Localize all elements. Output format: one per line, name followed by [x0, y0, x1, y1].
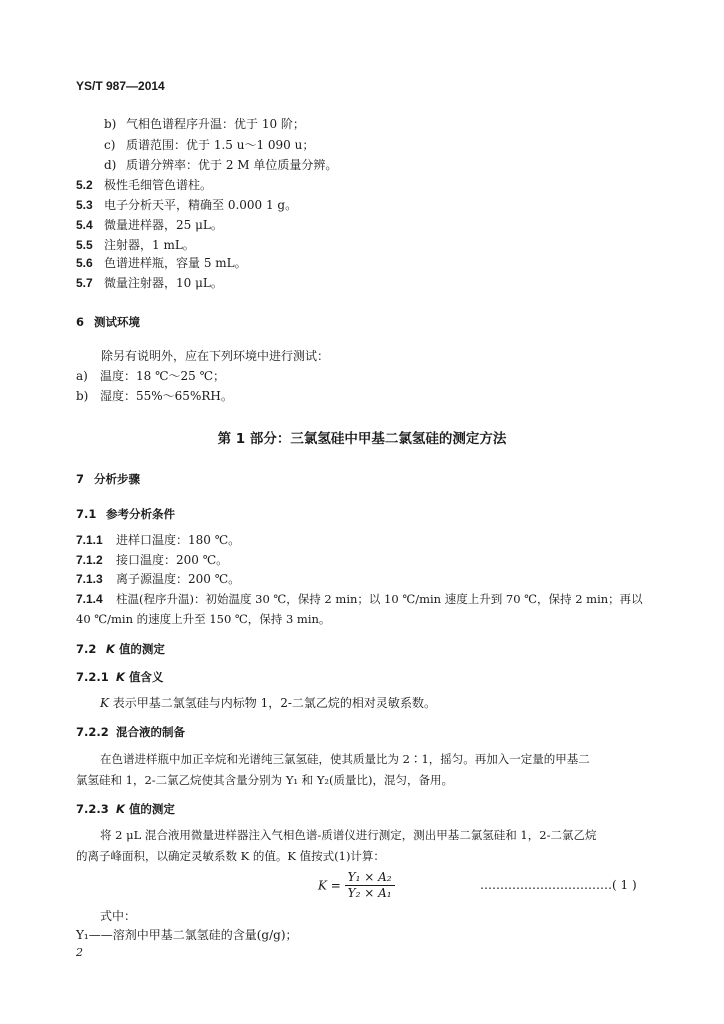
- formula-leader: [480, 878, 637, 892]
- condition-num: 7.1.4: [76, 592, 103, 606]
- k-meaning: [100, 696, 436, 710]
- paragraph-line: 氯氢硅和 1，2-二氯乙烷使其含量分别为 Y₁ 和 Y₂(质量比)，混匀，备用。: [76, 773, 454, 787]
- equipment-item: [76, 198, 297, 212]
- section-title: 分析步骤: [94, 472, 140, 486]
- list-text: 质谱范围：优于 1.5 u～1 090 u；: [126, 138, 315, 152]
- condition-num: 7.1.1: [76, 533, 103, 547]
- condition-text: 接口温度：200 ℃。: [116, 553, 229, 567]
- equipment-text: 微量进样器，25 μL。: [104, 218, 223, 232]
- formula-lhs: K =: [318, 878, 341, 893]
- subsection-num: 7.1: [76, 507, 97, 521]
- condition-text: 柱温(程序升温)：初始温度 30 ℃，保持 2 min；以 10 ℃/min 速度上升到 70 ℃，保持 2 min；再以: [116, 592, 643, 606]
- equipment-num: 5.7: [76, 276, 93, 290]
- k-symbol: K: [116, 670, 125, 684]
- list-label: b): [76, 389, 89, 403]
- list-label: a): [76, 369, 88, 383]
- list-item: [76, 389, 233, 403]
- equipment-text: 色谱进样瓶，容量 5 mL。: [104, 256, 247, 270]
- subsubsection-title: 值的测定: [128, 802, 175, 816]
- formula-denominator: Y₂ × A₁: [347, 886, 392, 900]
- equipment-num: 5.4: [76, 218, 93, 232]
- section-intro: 除另有说明外，应在下列环境中进行测试：: [101, 349, 330, 363]
- subsubsection-heading: [76, 724, 185, 740]
- subsection-num: 7.2: [76, 642, 97, 656]
- subsection-heading: [76, 641, 165, 657]
- k-meaning-text: 表示甲基二氯氢硅与内标物 1，2-二氯乙烷的相对灵敏系数。: [112, 696, 436, 710]
- subsubsection-heading: [76, 669, 163, 685]
- equipment-num: 5.2: [76, 178, 93, 192]
- equipment-text: 电子分析天平，精确至 0.000 1 g。: [104, 198, 298, 212]
- equation-number: ( 1 ): [612, 878, 637, 892]
- list-item: [76, 369, 225, 383]
- condition-item: [76, 533, 240, 547]
- condition-num: 7.1.2: [76, 553, 103, 567]
- list-text: 温度：18 ℃～25 ℃；: [100, 369, 226, 383]
- list-label: b): [104, 117, 117, 131]
- list-item: [104, 117, 305, 131]
- variable-definition: Y₁——溶剂中甲基二氯氢硅的含量(g/g)；: [76, 928, 298, 942]
- condition-text: 离子源温度：200 ℃。: [116, 572, 241, 586]
- formula-numerator: Y₁ × A₂: [345, 870, 395, 886]
- equipment-item: [76, 218, 223, 232]
- k-symbol: K: [100, 696, 109, 710]
- equipment-text: 极性毛细管色谱柱。: [104, 178, 213, 192]
- section-heading: [76, 314, 140, 330]
- subsubsection-num: 7.2.3: [76, 802, 109, 816]
- condition-continuation: 40 ℃/min 的速度上升至 150 ℃，保持 3 min。: [76, 612, 331, 626]
- list-text: 质谱分辨率：优于 2 M 单位质量分辨。: [126, 158, 338, 172]
- section-heading: [76, 471, 140, 487]
- condition-item: [76, 572, 240, 586]
- list-item: [104, 138, 314, 152]
- condition-item: [76, 592, 643, 606]
- equipment-item: [76, 238, 195, 252]
- subsubsection-heading: [76, 801, 175, 817]
- subsubsection-title: 值含义: [128, 670, 164, 684]
- equipment-item: [76, 256, 247, 270]
- k-symbol: K: [116, 802, 125, 816]
- equipment-item: [76, 178, 212, 192]
- subsubsection-title: 混合液的制备: [116, 725, 185, 739]
- section-num: 7: [76, 472, 85, 486]
- part-title: 第 1 部分：三氯氢硅中甲基二氯氢硅的测定方法: [217, 431, 507, 447]
- standard-code: YS/T 987—2014: [76, 79, 165, 93]
- page-number: 2: [76, 946, 83, 959]
- condition-num: 7.1.3: [76, 572, 103, 586]
- paragraph-line: 的离子峰面积，以确定灵敏系数 K 的值。K 值按式(1)计算：: [76, 849, 385, 863]
- formula-fraction: [345, 870, 395, 901]
- list-label: d): [104, 158, 117, 172]
- list-text: 湿度：55%～65%RH。: [100, 389, 233, 403]
- equipment-text: 微量注射器，10 μL。: [104, 276, 223, 290]
- list-text: 气相色谱程序升温：优于 10 阶；: [126, 117, 305, 131]
- k-symbol: K: [106, 642, 115, 656]
- subsection-title: 值的测定: [118, 642, 165, 656]
- paragraph-line: 将 2 μL 混合液用微量进样器注入气相色谱-质谱仪进行测定，测出甲基二氯氢硅和 1，2-二氯乙烷: [100, 828, 597, 842]
- condition-text: 进样口温度：180 ℃。: [116, 533, 241, 547]
- formula: [318, 870, 395, 901]
- subsubsection-num: 7.2.1: [76, 670, 109, 684]
- where-label: 式中：: [100, 909, 137, 923]
- list-item: [104, 158, 337, 172]
- condition-item: [76, 553, 228, 567]
- equipment-num: 5.5: [76, 238, 93, 252]
- equipment-num: 5.3: [76, 198, 93, 212]
- section-title: 测试环境: [94, 315, 140, 329]
- list-label: c): [104, 138, 116, 152]
- equipment-text: 注射器，1 mL。: [104, 238, 195, 252]
- subsection-heading: [76, 506, 175, 522]
- formula-dots: ……………………………: [480, 878, 612, 892]
- equipment-item: [76, 276, 223, 290]
- paragraph-line: 在色谱进样瓶中加正辛烷和光谱纯三氯氢硅，使其质量比为 2∶1，摇匀。再加入一定量的甲基二: [100, 752, 590, 766]
- equipment-num: 5.6: [76, 256, 93, 270]
- subsection-title: 参考分析条件: [106, 507, 175, 521]
- subsubsection-num: 7.2.2: [76, 725, 109, 739]
- section-num: 6: [76, 315, 85, 329]
